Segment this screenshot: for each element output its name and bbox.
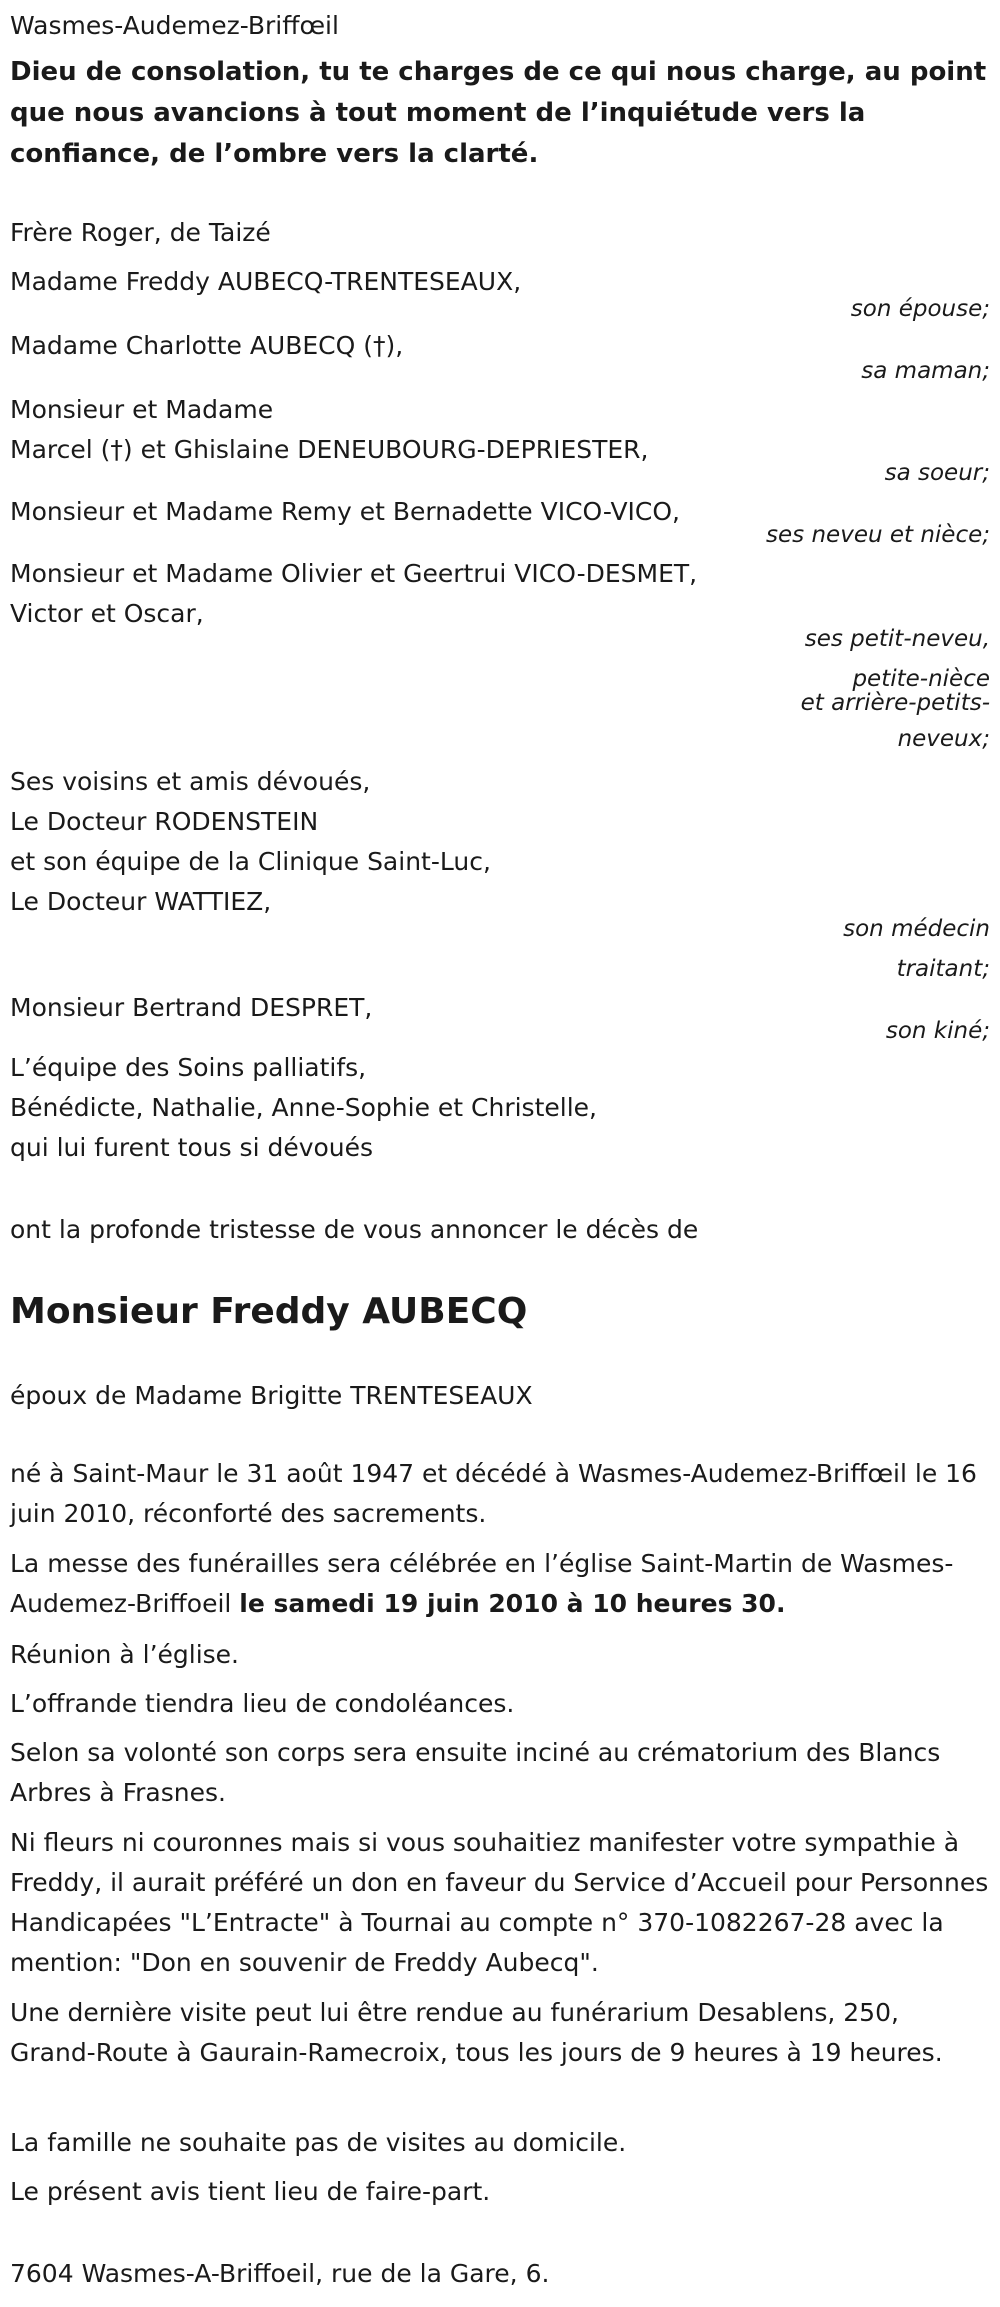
family-member-line: Monsieur et Madame <box>10 395 274 424</box>
family-relation: son médecin <box>843 916 990 942</box>
cremation-info: Selon sa volonté son corps sera ensuite inciné au crématorium des Blancs Arbres à Frasnes. <box>10 1738 941 1807</box>
family-relation: ses petit-neveu, <box>804 626 990 652</box>
place-heading: Wasmes-Audemez-Briffœil <box>10 11 339 40</box>
flowers-donation-info: Ni fleurs ni couronnes mais si vous souhaitiez manifester votre sympathie à Freddy, il aurait préféré un don en faveur du Service d’Accueil pour Personnes Handicapées "L’Entracte" à Tournai au compte n° 370-1082267-28 avec la mention: "Don en souvenir de Freddy Aubecq". <box>10 1828 989 1977</box>
family-member-line: Monsieur et Madame Olivier et Geertrui VICO-DESMET, <box>10 559 698 588</box>
family-relation: sa maman; <box>861 358 990 384</box>
family-relation: neveux; <box>897 726 990 752</box>
family-relation: ses neveu et nièce; <box>766 522 990 548</box>
address: 7604 Wasmes-A-Briffoeil, rue de la Gare, 6. <box>10 2259 550 2288</box>
meeting-info: Réunion à l’église. <box>10 1640 240 1669</box>
family-member-line: Monsieur et Madame Remy et Bernadette VICO-VICO, <box>10 497 681 526</box>
family-relation: son kiné; <box>885 1018 990 1044</box>
deceased-name: Monsieur Freddy AUBECQ <box>10 1291 528 1332</box>
mass-date: le samedi 19 juin 2010 à 10 heures 30. <box>239 1589 786 1618</box>
family-member-line: Le Docteur RODENSTEIN <box>10 807 319 836</box>
no-home-visits: La famille ne souhaite pas de visites au domicile. <box>10 2128 627 2157</box>
family-member-line: qui lui furent tous si dévoués <box>10 1133 374 1162</box>
family-member-line: Victor et Oscar, <box>10 599 204 628</box>
family-relation: petite-nièce <box>852 666 990 692</box>
family-member-line: Madame Freddy AUBECQ-TRENTESEAUX, <box>10 267 522 296</box>
announcement: ont la profonde tristesse de vous annoncer le décès de <box>10 1215 699 1244</box>
family-relation: sa soeur; <box>884 460 990 486</box>
offering-info: L’offrande tiendra lieu de condoléances. <box>10 1689 515 1718</box>
family-member-line: et son équipe de la Clinique Saint-Luc, <box>10 847 491 876</box>
birth-death-info: né à Saint-Maur le 31 août 1947 et décédé à Wasmes-Audemez-Briffœil le 16 juin 2010, réconforté des sacrements. <box>10 1459 977 1528</box>
family-member-line: Le Docteur WATTIEZ, <box>10 887 272 916</box>
notice-line: Le présent avis tient lieu de faire-part. <box>10 2177 491 2206</box>
family-member-line: Marcel (†) et Ghislaine DENEUBOURG-DEPRIESTER, <box>10 435 649 464</box>
quote: Dieu de consolation, tu te charges de ce qui nous charge, au point que nous avancions à tout moment de l’inquiétude vers la confiance, de l’ombre vers la clarté. <box>10 57 987 169</box>
visit-info: Une dernière visite peut lui être rendue au funérarium Desablens, 250, Grand-Route à Gaurain-Ramecroix, tous les jours de 9 heures à 19 heures. <box>10 1998 943 2067</box>
funeral-mass <box>10 1544 990 1624</box>
family-member-line: Madame Charlotte AUBECQ (†), <box>10 331 404 360</box>
family-relation: et arrière-petits- <box>800 690 990 716</box>
family-relation: son épouse; <box>850 296 990 322</box>
mass-text: La messe des funérailles sera célébrée en l’église Saint-Martin de Wasmes-Audemez-Briffoeil <box>10 1549 954 1618</box>
family-member-line: Monsieur Bertrand DESPRET, <box>10 993 373 1022</box>
quote-author: Frère Roger, de Taizé <box>10 218 271 247</box>
family-member-line: Bénédicte, Nathalie, Anne-Sophie et Christelle, <box>10 1093 597 1122</box>
spouse-line: époux de Madame Brigitte TRENTESEAUX <box>10 1381 533 1410</box>
family-member-line: L’équipe des Soins palliatifs, <box>10 1053 367 1082</box>
family-member-line: Ses voisins et amis dévoués, <box>10 767 371 796</box>
family-relation: traitant; <box>896 956 990 982</box>
